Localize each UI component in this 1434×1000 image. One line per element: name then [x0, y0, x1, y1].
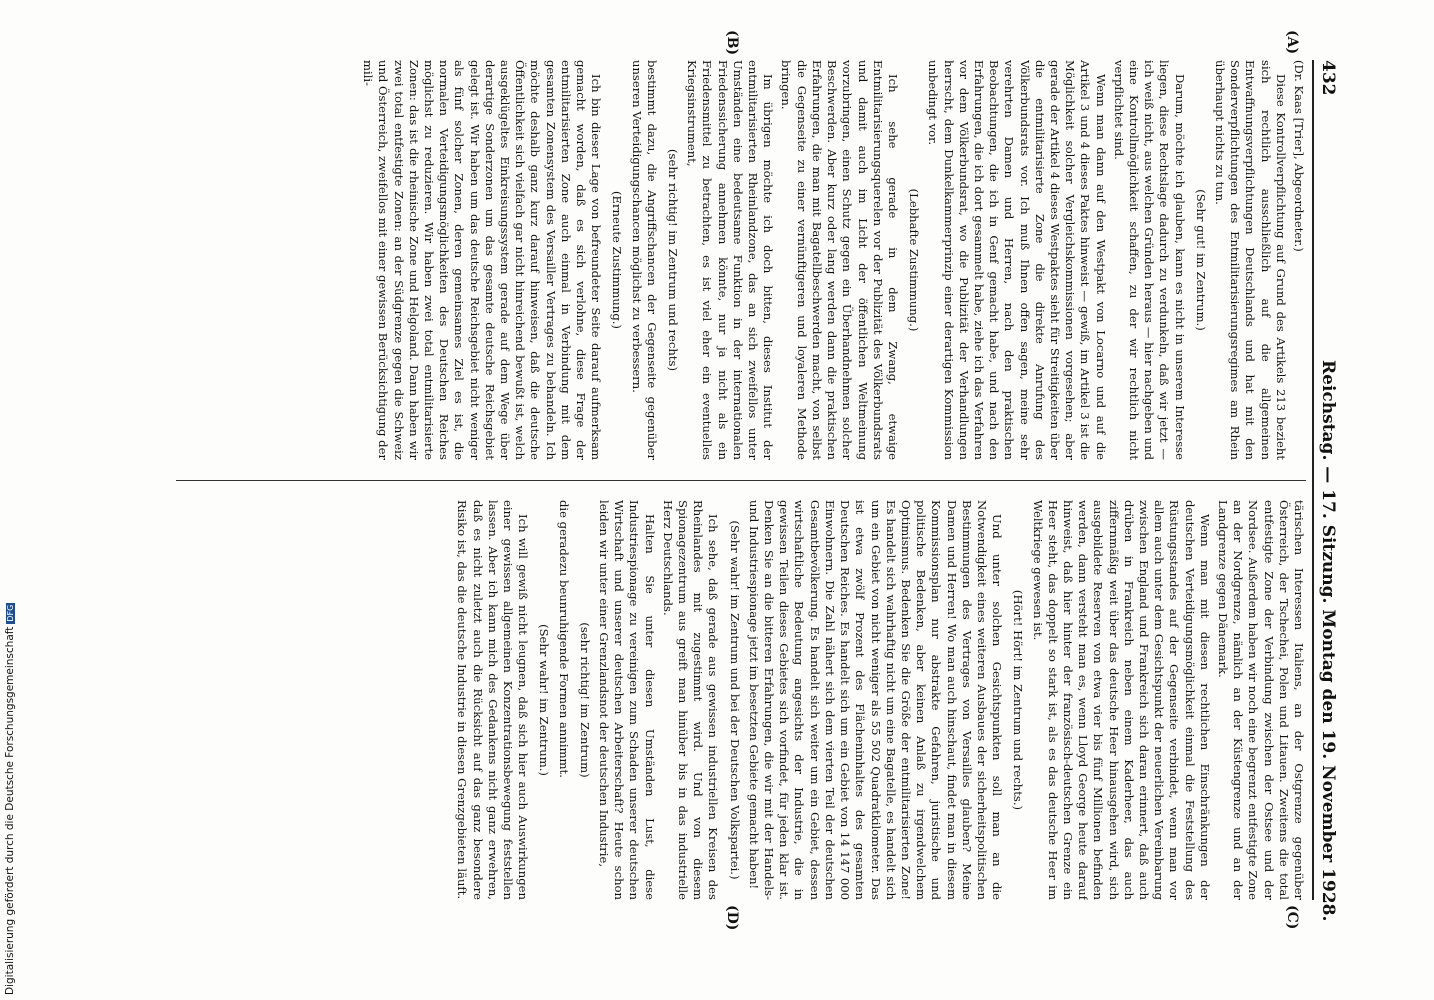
remark: (Sehr wahr! im Zentrum.): [537, 624, 552, 776]
paragraph: Ich sehe, daß gerade aus gewissen industriellen Kreisen des Rheinlandes mit zugestimmt wird. Und von diesem Spionagezentrum aus greift man hinüber bis in das industrielle Herz Deutschlands.: [660, 500, 721, 900]
paragraph: Halten Sie unter diesen Umständen Lust, diese Industriespionage zu vereinigen zum Schaden unserer deutschen Wirtschaft und unserer deutschen Arbeiterschaft? Heute schon leiden wir unter einer Grenzlandsnot der deutschen Industrie,: [597, 500, 657, 900]
paragraph: tärischen Interessen Italiens, an der Ostgrenze gegenüber Österreich, der Tschechei, Polen und Litauen. Zweitens die total entfestigte Zone der Verbindung zwischen der Ostsee und der Nordsee. Außerdem haben wir noch eine begrenzt entfestigte Zone an der Nordgrenze, nämlich an der Küstengrenze und an der Landgrenze gegen Dänemark.: [1215, 500, 1306, 900]
remark: (sehr richtig! im Zentrum): [577, 622, 592, 778]
paragraph: bestimmt dazu, die Angriffschancen der Gegenseite gegenüber unseren Verteidigungschancen möglichst zu verbessern.: [629, 60, 659, 460]
remark: (Lebhafte Zustimmung.): [907, 188, 922, 332]
side-credit-container: [4, 600, 20, 995]
remark: (Erneute Zustimmung.): [610, 191, 625, 329]
margin-marker-c: (C): [1284, 905, 1300, 930]
page-header: [1312, 60, 1340, 922]
paragraph: Im übrigen möchte ich doch bitten, dieses Institut der entmilitarisierten Rheinlandzone, das an sich zweifellos unter Umständen eine bedeutsame Funktion in der internationalen Friedenssicherung annehmen könnte, nur ja nicht als ein Friedensmittel zu betrachten, es ist viel eher ein eventuelles Kriegsinstrument,: [685, 60, 776, 460]
paragraph: Und unter solchen Gesichtspunkten soll man an die Notwendigkeit eines weiteren Ausbaues der sicherheitspolitischen Bestimmungen des Vertrages von Versailles glauben? Meine Damen und Herren! Wo man auch hinschaut, findet man in diesem Kommissionsplan nur abstrakte Gefahren, juristische und politische Bedenken, aber keinen Anlaß zu irgendwelchem Optimismus. Bedenken Sie die Größe der entmilitarisierten Zone! Es handelt sich wahrhaftig nicht um eine Bagatelle, es handelt sich um ein Gebiet von nicht weniger als 55 502 Quadratkilometer. Das ist etwa zwölf Prozent des Flächeninhaltes des gesamten Deutschen Reiches. Es handelt sich um ein Gebiet von 14 147 000 Einwohnern. Die Zahl nähert sich dem vierten Teil der deutschen Gesamtbevölkerung. Es handelt sich weiter um ein Gebiet, dessen wirtschaftliche Bedeutung angesichts der Industrie, die in gewissen Teilen dieses Gebietes sich vorfindet, für jeden klar ist. Denken Sie an die bitteren Erfahrungen, die wir mit der Handels- und Industriespionage jetzt im besetzten Gebiete gemacht haben!: [746, 500, 1005, 900]
paragraph: Ich will gewiß nicht leugnen, daß sich hier auch Auswirkungen einer gewissen allgemeinen Konzentrationsbewegung feststellen lassen. Aber ich kann mich des Gedankens nicht ganz erwehren, daß es nicht zuletzt auch die Rücksicht auf das ganz besondere Risiko ist, das die deutsche Industrie in diesen Grenzgebieten läuft.: [455, 500, 531, 900]
remark: (Sehr wahr! im Zentrum und bei der Deutschen Volkspartei.): [727, 520, 742, 880]
margin-marker-b: (B): [724, 30, 740, 56]
dfg-logo: DFG: [5, 604, 15, 622]
column-divider: [176, 480, 1306, 481]
paragraph: Darum, möchte ich glauben, kann es nicht in unserem Interesse liegen, diese Rechtslage dadurch zu verdunkeln, daß wir jetzt — ich weiß nicht, aus welchen Gründen heraus — hier nachgeben und eine Kontrollmöglichkeit schaffen, zu der wir rechtlich nicht verpflichtet sind.: [1111, 60, 1187, 460]
right-column: [176, 500, 1306, 900]
paragraph: Ich sehe gerade in dem Zwang, etwaige Entmilitarisierungsquerelen vor der Publizität des Völkerbundsrats und damit auch im Licht der öffentlichen Weltmeinung vorzubringen, einen Schutz gegen ein Überhandnehmen solcher Beschwerden. Aber kurz oder lang werden dann die praktischen Erfahrungen, die man mit Bagatellbeschwerden macht, von selbst die Gegenseite zu einer vernünftigeren und loyaleren Methode bringen.: [779, 60, 900, 460]
remark: (sehr richtig! im Zentrum und rechts): [666, 148, 681, 372]
credit-text: Digitalisierung gefördert durch die Deutsche Forschungsgemeinschaft: [4, 626, 16, 995]
margin-marker-a: (A): [1284, 30, 1300, 55]
page-number: 432: [1318, 60, 1338, 96]
paragraph: Diese Kontrollverpflichtung auf Grund des Artikels 213 bezieht sich rechtlich ausschließlich auf die allgemeinen Entwaffnungsverpflichtungen Deutschlands und hat mit den Sonderverpflichtungen des Entmilitarisierungsregimes am Rhein überhaupt nichts zu tun.: [1212, 60, 1288, 460]
paragraph: Ich bin dieser Lage von befreundeter Seite darauf aufmerksam gemacht worden, daß es sich verlohne, diese Frage der entmilitarisierten Zone auch einmal in Verbindung mit dem gesamten Zonensystem des Versailler Vertrages zu behandeln. Ich möchte deshalb ganz kurz darauf hinweisen, daß die deutsche Öffentlichkeit sich vielfach gar nicht hinreichend bewußt ist, welch ausgeklügeltes Einkreisungssystem gerade auf dem Wege über derartige Sonderzonen um das gesamte deutsche Reichsgebiet gelegt ist. Wir haben um das deutsche Reichsgebiet nicht weniger als fünf solcher Zonen, deren gemeinsames Ziel es ist, die normalen Verteidigungsmöglichkeiten des Deutschen Reiches möglichst zu reduzieren. Wir haben zwei total entmilitarisierte Zonen: das ist die rheinische Zone und Helgoland. Dann haben wir zwei total entfestigte Zonen: an der Südgrenze gegen die Schweiz und Österreich, zweifellos mit einer gewissen Berücksichtigung der mili-: [361, 60, 604, 460]
speaker-line: (Dr. Kaas [Trier], Abgeordneter.): [1292, 60, 1306, 252]
page-title: Reichstag. — 17. Sitzung. Montag den 19. November 1928.: [1318, 360, 1338, 922]
rotated-page-content: [100, 30, 1340, 931]
margin-marker-d: (D): [724, 905, 740, 931]
digitization-credit: [4, 600, 20, 995]
left-column: [176, 60, 1306, 460]
paragraph: Wenn man dann auf den Westpakt von Locarno und auf die Artikel 3 und 4 dieses Paktes hinweist — gewiß, im Artikel 3 ist die Möglichkeit solcher Vergleichskommissionen vorgesehen; aber gerade der Artikel 4 dieses Westpaktes sieht für Streitigkeiten über die entmilitarisierte Zone die direkte Anrufung des Völkerbundsrats vor. Ich muß Ihnen offen sagen, meine sehr verehrten Damen und Herren, nach den praktischen Beobachtungen, die ich in Genf gemacht habe, und nach den Erfahrungen, die ich dort gesammelt habe, ziehe ich das Verfahren vor dem Völkerbundsrat, wo die Publizität der Verhandlungen herrscht, dem Dunkelkammerprinzip einer derartigen Kommission unbedingt vor.: [926, 60, 1108, 460]
paragraph: Wenn man mit diesen rechtlichen Einschränkungen der deutschen Verteidigungsmöglichkeit einmal die Feststellung des Rüstungsstandes auf der Gegenseite verbindet, wenn man vor allem auch unter dem Gesichtspunkt der neuerlichen Vereinbarung zwischen England und Frankreich sich daran erinnert, daß auch drüben in Frankreich neben einem Kaderheer, das auch ziffernmäßig weit über das deutsche Heer hinausgehen wird, sich ausgebildete Reserven von etwa vier bis fünf Millionen befinden werden, dann versteht man es, wenn Lloyd George heute darauf hinweist, daß hier hinter der französisch-deutschen Grenze ein Heer steht, das doppelt so stark ist, als es das deutsche Heer im Weltkriege gewesen ist.: [1030, 500, 1212, 900]
remark: (Sehr gut! im Zentrum.): [1193, 189, 1208, 331]
remark: (Hört! Hört! im Zentrum und rechts.): [1011, 589, 1026, 811]
paragraph: die geradezu beunruhigende Formen annimmt.: [556, 500, 571, 778]
